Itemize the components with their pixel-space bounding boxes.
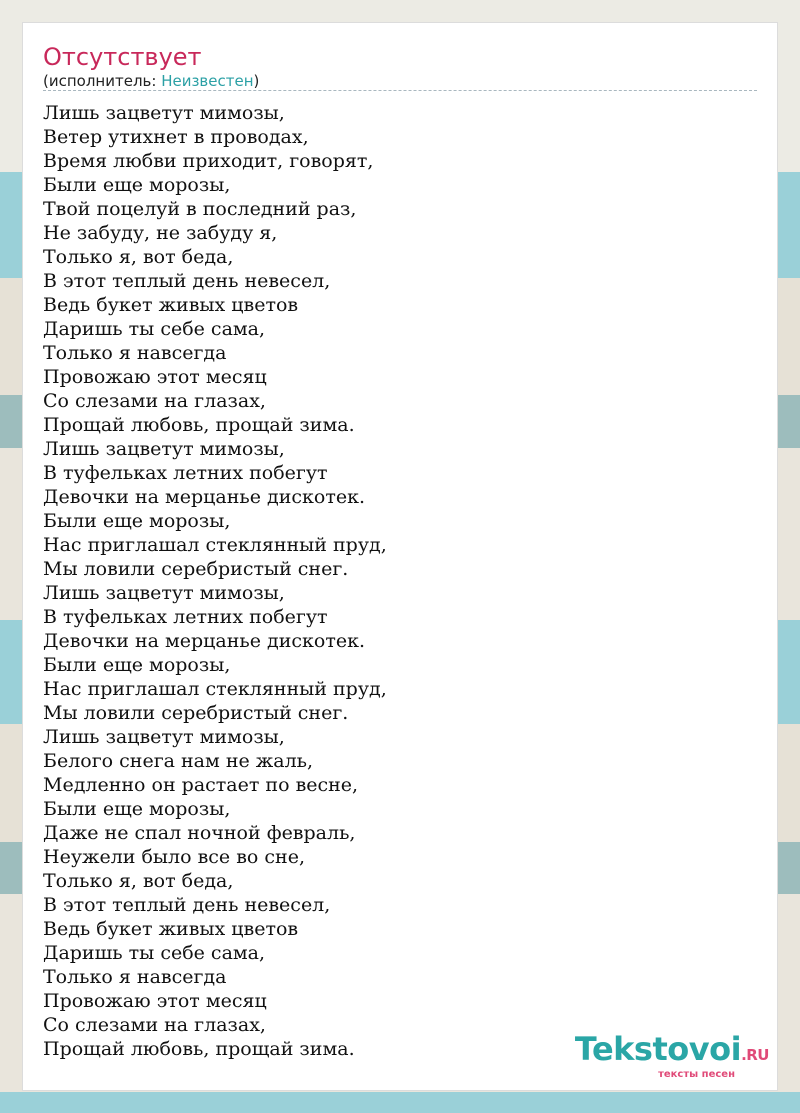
- lyric-line: В туфельках летних побегут: [43, 606, 328, 628]
- lyric-line: Мы ловили серебристый снег.: [43, 558, 349, 580]
- lyric-line: Ведь букет живых цветов: [43, 294, 299, 316]
- lyric-line: Только я, вот беда,: [43, 246, 234, 268]
- lyric-line: В этот теплый день невесел,: [43, 894, 331, 916]
- lyric-line: Были еще морозы,: [43, 174, 231, 196]
- lyric-line: Даришь ты себе сама,: [43, 318, 266, 340]
- lyric-line: Неужели было все во сне,: [43, 846, 305, 868]
- song-title: Отсутствует: [43, 43, 202, 71]
- lyric-line: Лишь зацветут мимозы,: [43, 102, 285, 124]
- artist-link[interactable]: Неизвестен: [161, 72, 254, 90]
- artist-line: [43, 72, 259, 90]
- lyric-line: Лишь зацветут мимозы,: [43, 726, 285, 748]
- lyric-line: Ветер утихнет в проводах,: [43, 126, 309, 148]
- lyric-line: Твой поцелуй в последний раз,: [43, 198, 357, 220]
- lyric-line: В туфельках летних побегут: [43, 462, 328, 484]
- lyric-line: Не забуду, не забуду я,: [43, 222, 278, 244]
- lyric-line: Девочки на мерцанье дискотек.: [43, 486, 366, 508]
- lyric-line: Лишь зацветут мимозы,: [43, 438, 285, 460]
- logo-name: Tekstovoi: [574, 1030, 742, 1068]
- lyric-line: Мы ловили серебристый снег.: [43, 702, 349, 724]
- artist-suffix: ): [253, 72, 260, 90]
- lyric-line: Со слезами на глазах,: [43, 390, 266, 412]
- logo-domain: .RU: [741, 1046, 769, 1064]
- artist-prefix: (исполнитель:: [43, 72, 162, 90]
- lyric-line: Нас приглашал стеклянный пруд,: [43, 534, 387, 556]
- lyric-line: Со слезами на глазах,: [43, 1014, 266, 1036]
- lyric-line: Лишь зацветут мимозы,: [43, 582, 285, 604]
- lyric-line: Нас приглашал стеклянный пруд,: [43, 678, 387, 700]
- lyric-line: Были еще морозы,: [43, 654, 231, 676]
- lyric-line: Даже не спал ночной февраль,: [43, 822, 356, 844]
- title-divider: [43, 90, 757, 91]
- lyric-line: Ведь букет живых цветов: [43, 918, 299, 940]
- lyrics-card: [22, 22, 778, 1091]
- site-logo[interactable]: [574, 1030, 769, 1080]
- lyric-line: Только я навсегда: [43, 342, 227, 364]
- lyric-line: Медленно он растает по весне,: [43, 774, 359, 796]
- lyric-line: В этот теплый день невесел,: [43, 270, 331, 292]
- lyric-line: Провожаю этот месяц: [43, 990, 267, 1012]
- lyrics-text: [43, 101, 387, 1061]
- lyric-line: Девочки на мерцанье дискотек.: [43, 630, 366, 652]
- lyric-line: Даришь ты себе сама,: [43, 942, 266, 964]
- lyric-line: Только я, вот беда,: [43, 870, 234, 892]
- lyric-line: Были еще морозы,: [43, 798, 231, 820]
- logo-tagline: тексты песен: [658, 1069, 735, 1080]
- lyric-line: Только я навсегда: [43, 966, 227, 988]
- lyric-line: Белого снега нам не жаль,: [43, 750, 314, 772]
- lyric-line: Были еще морозы,: [43, 510, 231, 532]
- lyric-line: Прощай любовь, прощай зима.: [43, 414, 355, 436]
- lyric-line: Прощай любовь, прощай зима.: [43, 1038, 355, 1060]
- lyric-line: Провожаю этот месяц: [43, 366, 267, 388]
- lyric-line: Время любви приходит, говорят,: [43, 150, 374, 172]
